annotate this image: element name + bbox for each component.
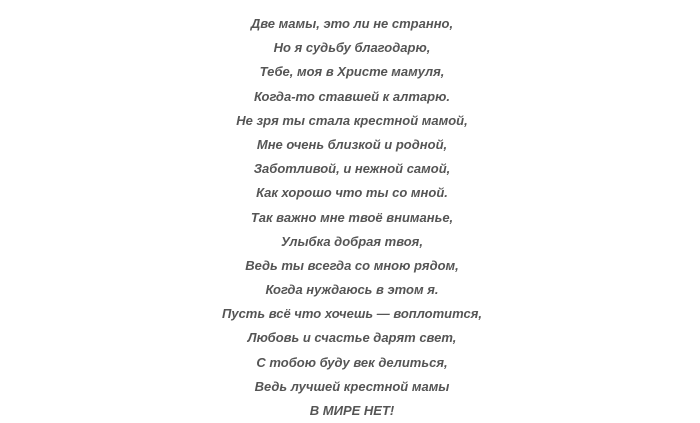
poem-line: Не зря ты стала крестной мамой, (236, 112, 468, 128)
poem-line: Когда-то ставшей к алтарю. (254, 88, 450, 104)
poem-line: Пусть всё что хочешь — воплотится, (222, 306, 482, 322)
poem-line: В МИРЕ НЕТ! (309, 403, 395, 418)
poem-line: Мне очень близкой и родной, (256, 136, 448, 152)
poem-line: Ведь лучшей крестной мамы (254, 378, 450, 394)
poem-line: Так важно мне твоё вниманье, (250, 209, 454, 225)
poem-line: Две мамы, это ли не странно, (250, 16, 454, 31)
poem-line: Ведь ты всегда со мною рядом, (245, 257, 459, 273)
poem-line: Улыбка добрая твоя, (281, 233, 423, 249)
poem-line: Тебе, моя в Христе мамуля, (259, 64, 445, 80)
poem-line: Но я судьбу благодарю, (273, 40, 431, 56)
poem-line: Заботливой, и нежной самой, (253, 161, 451, 177)
poem-line: Как хорошо что ты со мной. (256, 185, 448, 201)
poem-line: Когда нуждаюсь в этом я. (265, 282, 439, 298)
poem-line: С тобою буду век делиться, (256, 354, 448, 370)
poem-line: Любовь и счастье дарят свет, (247, 330, 457, 346)
poem-text (0, 12, 700, 423)
